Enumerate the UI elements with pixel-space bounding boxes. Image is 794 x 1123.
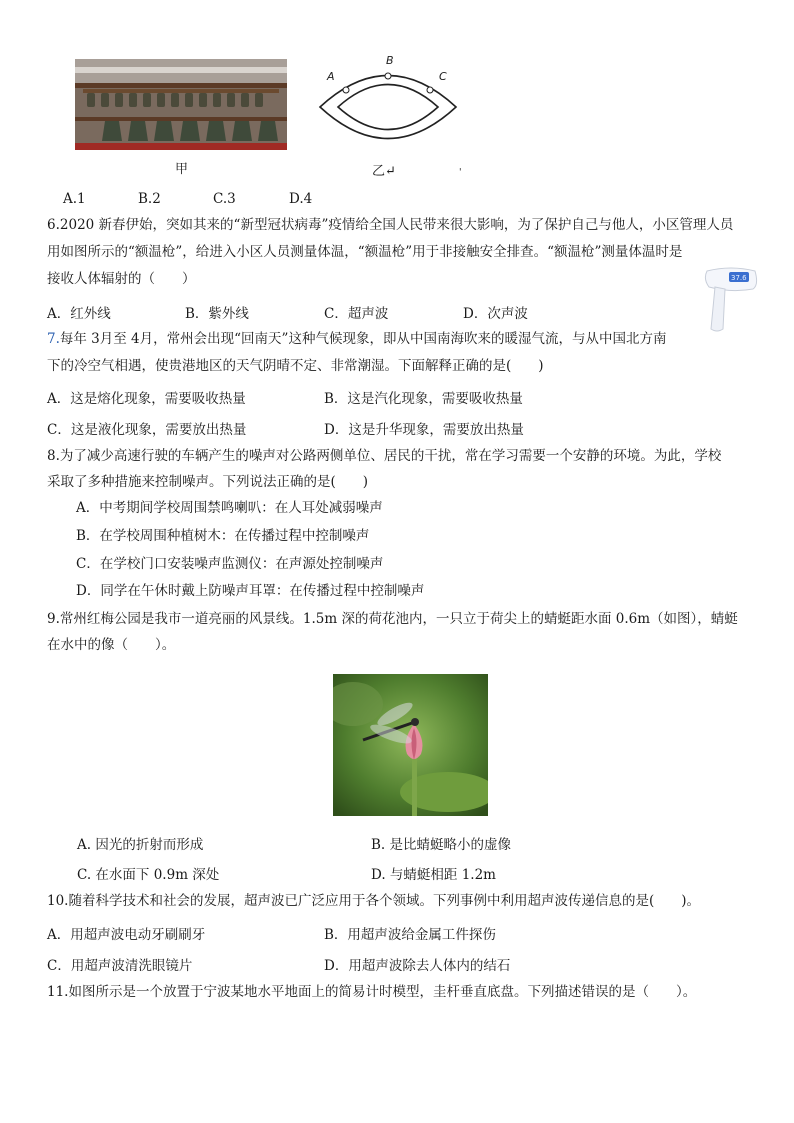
q8-line-2: 采取了多种措施来控制噪声。下列说法正确的是( ) [47, 474, 369, 490]
q5-option-b: B.2 [138, 191, 161, 207]
q7-option-c: C．这是液化现象，需要放出热量 [47, 422, 247, 438]
q6-option-c: C．超声波 [324, 306, 389, 322]
stray-mark: ' [459, 168, 462, 178]
q6-line-1: 6.2020 新春伊始，突如其来的“新型冠状病毒”疫情给全国人民带来很大影响，为了保护自己与他人，小区管理人员 [47, 217, 734, 233]
q11-number: 11. [47, 984, 69, 1000]
label-c: C [439, 70, 447, 83]
q10-option-a: A．用超声波电动牙刷刷牙 [47, 927, 206, 943]
q5-option-c: C.3 [213, 191, 236, 207]
q5-option-a: A.1 [63, 191, 86, 207]
q10-number: 10. [47, 893, 69, 909]
label-a: A [327, 70, 335, 83]
q10-option-d: D．用超声波除去人体内的结石 [324, 958, 511, 974]
bianzhong-bells-image [75, 59, 287, 150]
thermometer-reading: 37.6 [731, 274, 747, 282]
q7-option-a: A．这是熔化现象，需要吸收热量 [47, 391, 246, 407]
q7-option-d: D．这是升华现象，需要放出热量 [324, 422, 524, 438]
q9-line-2: 在水中的像（ ）。 [47, 637, 176, 653]
q8-option-b: B．在学校周围种植树木：在传播过程中控制噪声 [76, 528, 370, 544]
q5-option-d: D.4 [289, 191, 313, 207]
dragonfly-lotus-photo [333, 674, 488, 816]
q7-line-1: 7.每年 3月至 4月，常州会出现“回南天”这种气候现象，即从中国南海吹来的暖湿气流，与从中国北方南 [47, 331, 667, 347]
q6-option-b: B．紫外线 [185, 306, 249, 322]
bells-photo [75, 59, 287, 150]
q6-option-d: D．次声波 [463, 306, 528, 322]
q6-line-3: 接收人体辐射的（ ） [47, 271, 196, 287]
forehead-thermometer-image [701, 265, 759, 333]
q9-option-d: D. 与蜻蜓相距 1.2m [371, 867, 496, 883]
q8-option-d: D．同学在午休时戴上防噪声耳罩：在传播过程中控制噪声 [76, 583, 425, 599]
q7-number: 7. [47, 331, 60, 347]
q6-line-2: 用如图所示的“额温枪”，给进入小区人员测量体温，“额温枪”用于非接触安全排查。“额温枪”测量体温时是 [47, 244, 683, 260]
q8-option-c: C．在学校门口安装噪声监测仪：在声源处控制噪声 [76, 556, 384, 572]
q10-option-c: C．用超声波清洗眼镜片 [47, 958, 193, 974]
q7-option-b: B．这是汽化现象，需要吸收热量 [324, 391, 523, 407]
q11-line-1: 11.如图所示是一个放置于宁波某地水平地面上的简易计时模型，圭杆垂直底盘。下列描述错误的是（ ）。 [47, 984, 697, 1000]
label-b: B [386, 54, 394, 67]
eye-diagram [318, 52, 458, 157]
lens-shaped-tube-diagram [318, 52, 458, 157]
q9-line-1: 9.常州红梅公园是我市一道亮丽的风景线。1.5m 深的荷花池内，一只立于荷尖上的蜻蜓距水面 0.6m（如图），蜻蜓 [47, 611, 738, 627]
diagram-caption: 乙↵ [372, 164, 396, 179]
q7-line-2: 下的冷空气相遇，使贵港地区的天气阴晴不定、非常潮湿。下面解释正确的是( ) [47, 358, 544, 374]
photo-caption: 甲 [175, 162, 189, 177]
q9-option-b: B. 是比蜻蜓略小的虚像 [371, 837, 512, 853]
q10-line-1: 10.随着科学技术和社会的发展，超声波已广泛应用于各个领域。下列事例中利用超声波传递信息的是( )。 [47, 893, 701, 909]
q9-option-c: C. 在水面下 0.9m 深处 [77, 867, 220, 883]
q9-option-a: A. 因光的折射而形成 [77, 837, 204, 853]
q10-option-b: B．用超声波给金属工件探伤 [324, 927, 496, 943]
q8-line-1: 8.为了减少高速行驶的车辆产生的噪声对公路两侧单位、居民的干扰，常在学习需要一个安静的环境。为此，学校 [47, 448, 722, 464]
q8-number: 8. [47, 448, 60, 464]
q8-option-a: A．中考期间学校周围禁鸣喇叭：在人耳处减弱噪声 [76, 500, 383, 516]
q9-number: 9. [47, 611, 60, 627]
q6-number: 6. [47, 217, 60, 233]
q6-option-a: A．红外线 [47, 306, 111, 322]
